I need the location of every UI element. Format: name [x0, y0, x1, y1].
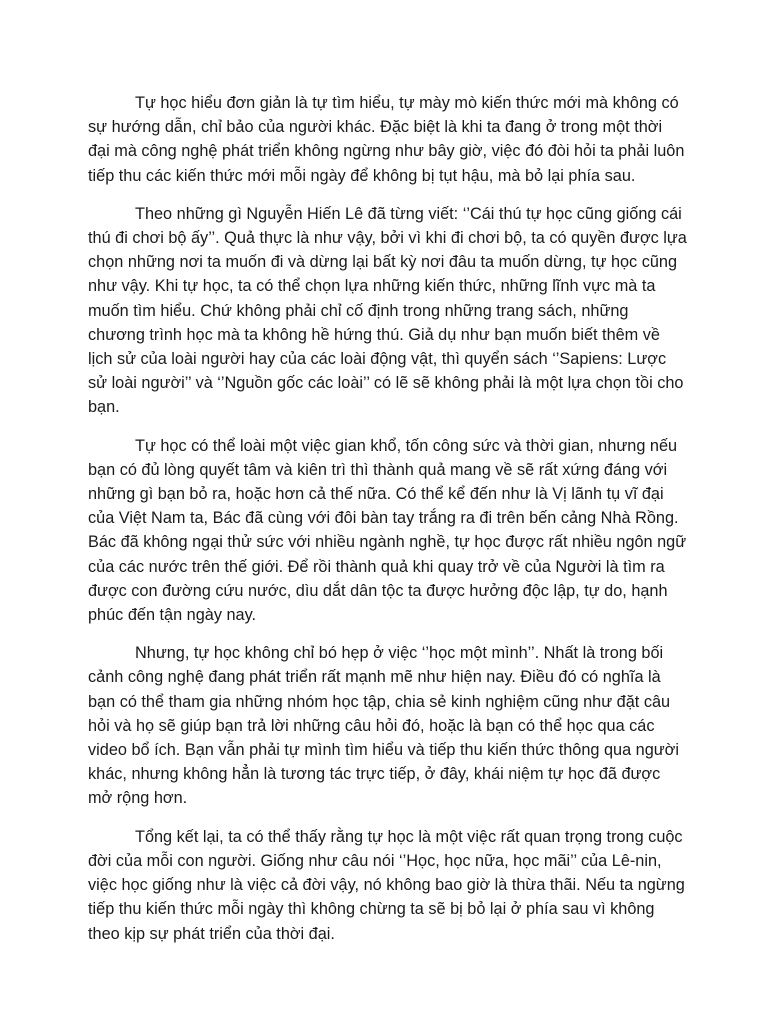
- paragraph-1: Tự học hiểu đơn giản là tự tìm hiểu, tự mày mò kiến thức mới mà không có sự hướng dẫn, chỉ bảo của người khác. Đặc biệt là khi ta đang ở trong một thời đại mà công nghệ phát triển không ngừng như bây giờ, việc đó đòi hỏi ta phải luôn tiếp thu các kiến thức mới mỗi ngày để không bị tụt hậu, mà bỏ lại phía sau.: [88, 94, 685, 185]
- document-body: [88, 91, 688, 960]
- paragraph-5: Tổng kết lại, ta có thể thấy rằng tự học là một việc rất quan trọng trong cuộc đời của mỗi con người. Giống như câu nói ‘’Học, học nữa, học mãi’’ của Lê-nin, việc học giống như là việc cả đời vậy, nó không bao giờ là thừa thãi. Nếu ta ngừng tiếp thu kiến thức mỗi ngày thì không chừng ta sẽ bị bỏ lại ở phía sau vì không theo kịp sự phát triển của thời đại.: [88, 827, 685, 943]
- paragraph-3: Tự học có thể loài một việc gian khổ, tốn công sức và thời gian, nhưng nếu bạn có đủ lòng quyết tâm và kiên trì thì thành quả mang về sẽ rất xứng đáng với những gì bạn bỏ ra, hoặc hơn cả thế nữa. Có thể kể đến như là Vị lãnh tụ vĩ đại của Việt Nam ta, Bác đã cùng với đôi bàn tay trắng ra đi trên bến cảng Nhà Rồng. Bác đã không ngại thử sức với nhiều ngành nghề, tự học được rất nhiều ngôn ngữ của các nước trên thế giới. Để rồi thành quả khi quay trở về của Người là tìm ra được con đường cứu nước, dìu dắt dân tộc ta được hưởng độc lập, tự do, hạnh phúc đến tận ngày nay.: [88, 436, 687, 625]
- paragraph-2: Theo những gì Nguyễn Hiến Lê đã từng viết: ‘’Cái thú tự học cũng giống cái thú đi chơi bộ ấy’’. Quả thực là như vậy, bởi vì khi đi chơi bộ, ta có quyền được lựa chọn những nơi ta muốn đi và dừng lại bất kỳ nơi đâu ta muốn dừng, tự học cũng như vậy. Khi tự học, ta có thể chọn lựa những kiến thức, những lĩnh vực mà ta muốn tìm hiểu. Chứ không phải chỉ cố định trong những trang sách, những chương trình học mà ta không hề hứng thú. Giả dụ như bạn muốn biết thêm về lịch sử của loài người hay của các loài động vật, thì quyển sách ‘’Sapiens: Lược sử loài người’’ và ‘’Nguồn gốc các loài’’ có lẽ sẽ không phải là một lựa chọn tồi cho bạn.: [88, 204, 687, 417]
- paragraph-4: Nhưng, tự học không chỉ bó hẹp ở việc ‘’học một mình’’. Nhất là trong bối cảnh công nghệ đang phát triển rất mạnh mẽ như hiện nay. Điều đó có nghĩa là bạn có thể tham gia những nhóm học tập, chia sẻ kinh nghiệm cũng như đặt câu hỏi và họ sẽ giúp bạn trả lời những câu hỏi đó, hoặc là bạn có thể học qua các video bổ ích. Bạn vẫn phải tự mình tìm hiểu và tiếp thu kiến thức thông qua người khác, nhưng không hẳn là tương tác trực tiếp, ở đây, khái niệm tự học đã được mở rộng hơn.: [88, 644, 679, 808]
